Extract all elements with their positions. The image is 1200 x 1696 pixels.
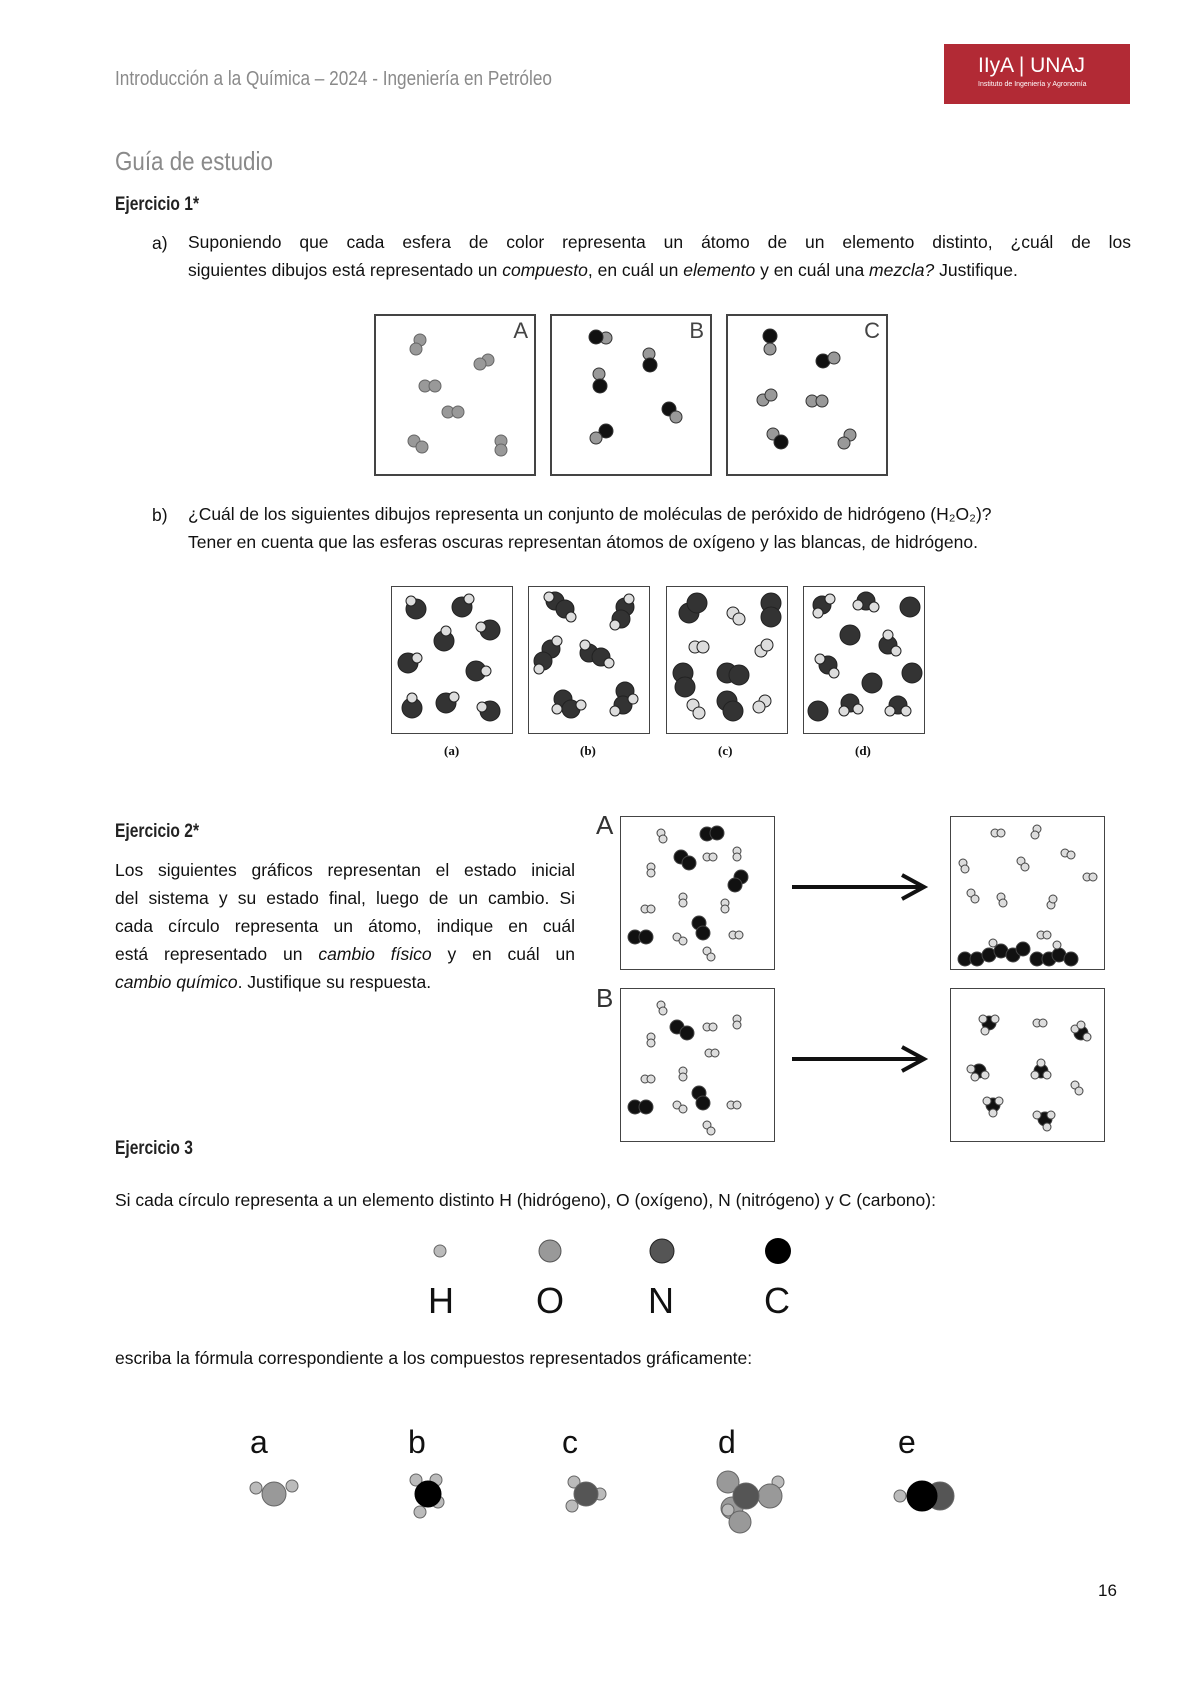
compound-label-b: b [408, 1424, 426, 1460]
legend-H: H [428, 1280, 454, 1321]
legend-O: O [536, 1280, 565, 1321]
figure-1b-box-d [803, 586, 925, 734]
molecules-C [728, 316, 886, 474]
figure-1a-box-A: A [374, 314, 536, 476]
ex2-A-final [950, 816, 1105, 970]
caption-a: (a) [444, 743, 460, 758]
figure-1b-box-a [391, 586, 513, 734]
exercise-1-title: Ejercicio 1* [115, 194, 200, 215]
exercise-2-title: Ejercicio 2* [115, 821, 200, 842]
course-header: Introducción a la Química – 2024 - Ingeniería en Petróleo [115, 68, 552, 90]
page-number: 16 [1098, 1581, 1117, 1600]
compound-molecules [240, 1468, 1000, 1538]
compound-label-d: d [718, 1424, 736, 1460]
compound-label-c: c [562, 1424, 578, 1460]
arrow-B [790, 1044, 930, 1074]
logo-sub: Instituto de Ingeniería y Agronomía [978, 81, 1087, 88]
ex2-B-final [950, 988, 1105, 1142]
question-b-line1: ¿Cuál de los siguientes dibujos representa un conjunto de moléculas de peróxido de hidrógeno (H₂O₂)? [188, 504, 992, 524]
legend-N: N [648, 1280, 674, 1321]
figure-1a-box-C: C [726, 314, 888, 476]
ex2-label-A: A [596, 810, 614, 840]
compound-label-a: a [250, 1424, 268, 1460]
question-a-line2: siguientes dibujos está representado un compuesto, en cuál un elemento y en cuál una mezcla? Justifique. [188, 260, 1018, 280]
molecules-A [376, 316, 534, 474]
caption-c: (c) [718, 743, 733, 758]
ex2-B-initial [620, 988, 775, 1142]
legend-C: C [764, 1280, 790, 1321]
figure-1a-box-B: B [550, 314, 712, 476]
question-a-line1: Suponiendo que cada esfera de color representa un átomo de un elemento distinto, ¿cuál de los [188, 232, 1131, 252]
compound-label-e: e [898, 1424, 916, 1460]
ex2-A-initial [620, 816, 775, 970]
question-b-label: b) [152, 505, 168, 525]
logo-main: IIyA | UNAJ [978, 54, 1085, 77]
element-legend-atoms [420, 1236, 820, 1276]
exercise-3-instruction: escriba la fórmula correspondiente a los compuestos representados gráficamente: [115, 1348, 753, 1368]
exercise-3-intro: Si cada círculo representa a un elemento distinto H (hidrógeno), O (oxígeno), N (nitrógeno) y C (carbono): [115, 1190, 936, 1210]
ex2-label-B: B [596, 983, 614, 1013]
arrow-A [790, 872, 930, 902]
exercise-3-title: Ejercicio 3 [115, 1138, 193, 1159]
guide-title: Guía de estudio [115, 146, 273, 176]
exercise-2-text: Los siguientes gráficos representan el estado inicial del sistema y su estado final, luego de un cambio. Si cada círculo representa un átomo, indique en cuál está representado un cambio físico y en cuál un cambio químico. Justifique su respuesta. [115, 860, 575, 992]
figure-1b-box-b [528, 586, 650, 734]
caption-b: (b) [580, 743, 596, 758]
institution-logo [944, 44, 1130, 104]
question-b-line2: Tener en cuenta que las esferas oscuras representan átomos de oxígeno y las blancas, de hidrógeno. [188, 532, 978, 552]
caption-d: (d) [855, 743, 871, 758]
figure-1b-box-c [666, 586, 788, 734]
question-a-label: a) [152, 233, 168, 253]
molecules-B [552, 316, 710, 474]
